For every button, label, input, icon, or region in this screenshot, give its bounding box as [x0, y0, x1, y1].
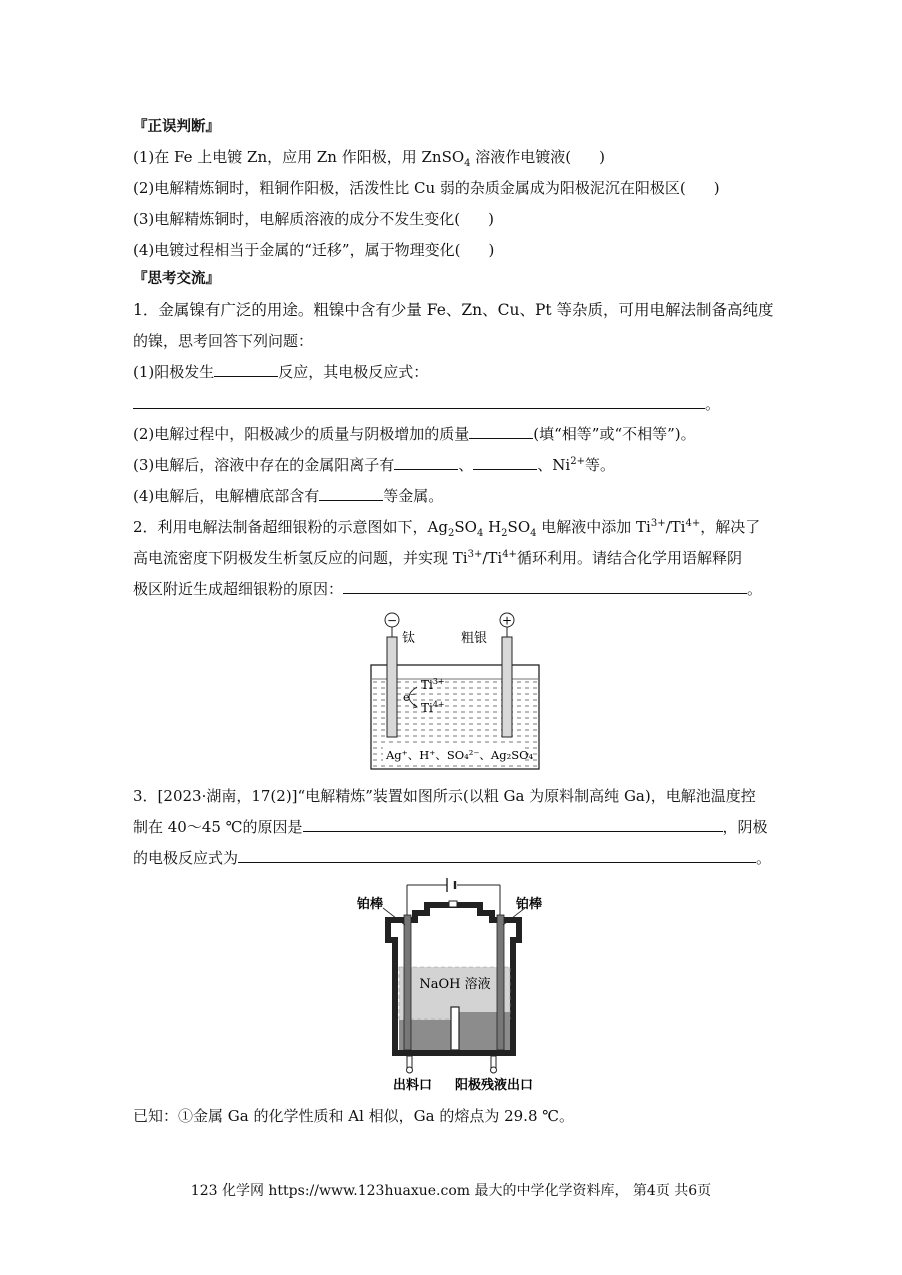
answer-blank[interactable] [394, 455, 458, 470]
q3-line3: 的电极反应式为 。 [133, 849, 772, 867]
svg-text:+: + [501, 613, 513, 628]
label-left-platinum-rod: 铂棒 [357, 897, 384, 912]
right-platinum-rod [497, 915, 504, 1050]
q1-stem-line1: 1．金属镍有广泛的用途。粗镍中含有少量 Fe、Zn、Cu、Pt 等杂质，可用电解法制备高纯度 [133, 301, 774, 319]
ion-ti4: $Ti^{4+}$ [421, 700, 445, 715]
label-right-platinum-rod: 铂棒 [516, 897, 543, 912]
page-footer: 123 化学网 https://www.123huaxue.com 最大的中学化学资料库， 第4页 共6页 [190, 1183, 712, 1199]
svg-text:−: − [386, 613, 398, 628]
q1-part2: (2)电解过程中，阳极减少的质量与阴极增加的质量 (填“相等”或“不相等”)。 [133, 425, 696, 443]
judgement-item-2: (2)电解精炼铜时，粗铜作阳极，活泼性比 Cu 弱的杂质金属成为阳极泥沉在阳极区( ) [133, 179, 720, 197]
q3-line1: 3．[2023·湖南，17(2)]“电解精炼”装置如图所示(以粗 Ga 为原料制高纯 Ga)，电解池温度控 [133, 787, 756, 805]
q3-line2: 制在 40～45 ℃的原因是 ，阴极 [133, 818, 768, 836]
label-titanium: 钛 [402, 631, 416, 646]
answer-blank[interactable] [343, 579, 747, 594]
label-crude-silver: 粗银 [461, 631, 488, 646]
known-condition: 已知：①金属 Ga 的化学性质和 Al 相似，Ga 的熔点为 29.8 ℃。 [133, 1107, 575, 1125]
left-platinum-rod [404, 915, 411, 1050]
answer-blank[interactable] [303, 817, 723, 832]
judgement-item-4: (4)电镀过程相当于金属的“迁移”，属于物理变化( ) [133, 241, 495, 259]
section-heading-discuss: 『思考交流』 [133, 271, 220, 287]
answer-blank[interactable] [238, 848, 756, 863]
crude-silver-anode [502, 637, 512, 737]
q1-part4: (4)电解后，电解槽底部含有 等金属。 [133, 487, 444, 505]
silver-electrolysis-diagram [365, 607, 545, 777]
answer-blank[interactable] [473, 455, 537, 470]
q2-line1: 2．利用电解法制备超细银粉的示意图如下，$Ag_2SO_4$ $H_2SO_4$ 电解液中添加 $Ti^{3+}/Ti^{4+}$，解决了 [133, 518, 761, 539]
label-solution: NaOH 溶液 [419, 977, 491, 992]
section-heading-judge: 『正误判断』 [133, 119, 220, 135]
label-anode-residue-outlet: 阳极残液出口 [455, 1078, 534, 1093]
q2-line3: 极区附近生成超细银粉的原因： 。 [133, 580, 763, 598]
q2-line2: 高电流密度下阴极发生析氢反应的问题，并实现 $Ti^{3+}/Ti^{4+}$循环利用。请结合化学用语解释阴 [133, 549, 742, 567]
partition [451, 1007, 459, 1050]
q1-part1-equation: 。 [133, 394, 720, 414]
judgement-item-1: (1)在 Fe 上电镀 Zn，应用 Zn 作阳极，用 ZnSO$_4$ 溶液作电镀液( ) [133, 148, 606, 169]
ion-ti3: $Ti^{3+}$ [421, 677, 445, 692]
q1-part1: (1)阳极发生 反应，其电极反应式： [133, 363, 429, 381]
gallium-refining-diagram [355, 875, 555, 1095]
titanium-cathode [387, 637, 397, 737]
answer-blank[interactable] [214, 362, 278, 377]
answer-blank[interactable] [469, 424, 533, 439]
electrolyte-species: Ag⁺、H⁺、SO₄²⁻、Ag₂SO₄ [386, 748, 534, 762]
q1-part3: (3)电解后，溶液中存在的金属阳离子有 、 、$Ni^{2+}$等。 [133, 456, 615, 474]
q1-stem-line2: 的镍，思考回答下列问题： [133, 332, 314, 350]
svg-text:e−: e− [403, 690, 417, 704]
judgement-item-3: (3)电解精炼铜时，电解质溶液的成分不发生变化( ) [133, 210, 494, 228]
answer-blank[interactable] [133, 394, 705, 409]
answer-blank[interactable] [319, 486, 383, 501]
label-product-outlet: 出料口 [393, 1078, 433, 1093]
